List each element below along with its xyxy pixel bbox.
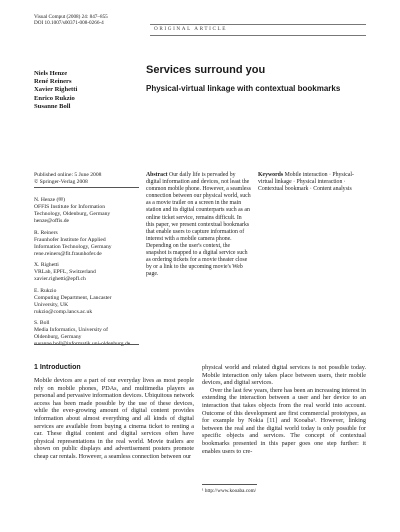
affiliation-line: VRLab, EPFL, Switzerland (34, 269, 96, 275)
affiliation (34, 262, 139, 283)
article-category: ORIGINAL ARTICLE (154, 25, 228, 32)
affiliation-line: Fraunhofer Institute for Applied (34, 236, 106, 243)
affiliation-line: S. Boll (34, 320, 50, 326)
author-name: Xavier Righetti (34, 86, 78, 94)
affiliation-line: Computing Department, Lancaster (34, 294, 112, 301)
paragraph: Over the last few years, there has been an increasing interest in extending the interaction between a user and her device to an interaction that takes objects from the real world into account. Outcome of this development are first commercial prototypes, as for example by Nokia [11] and Kooaba¹. However, linking between the real and the digital world today is only possible for specific objects and services. The concept of contextual bookmarks presented in this paper goes one step further: it enables users to cre- (202, 386, 366, 455)
paper-title: Services surround you (146, 64, 266, 76)
author-name: René Reiners (34, 78, 72, 86)
email-link[interactable]: henze@offis.de (34, 218, 70, 224)
abstract-text: Our daily life is pervaded by digital information and devices, not least the common mobile phone. However, a seamless connection between our physical world, such as a movie trailer on a screen in the main station and its digital counterparts such as an online ticket service, remains difficult. In this paper, we present contextual bookmarks that enable users to capture information of interest with a mobile camera phone. Depending on the user's context, the snapshot is mapped to a digital service such as ordering tickets for a movie theater close by or a link to the upcoming movie's Web page. (146, 172, 251, 278)
keywords-label: Keywords (258, 172, 284, 178)
paper-subtitle: Physical-virtual linkage with contextual bookmarks (146, 84, 341, 93)
published-date: Published online: 5 June 2008 (34, 172, 102, 178)
journal-doi: DOI 10.1007/s00371-008-0266-4 (34, 20, 104, 27)
affiliation-line: X. Righetti (34, 262, 59, 268)
affiliations (34, 197, 139, 353)
journal-info (34, 14, 154, 26)
affiliation-line: Media Informatics, University of (34, 327, 108, 333)
email-link[interactable]: rene.reiners@fit.fraunhofer.de (34, 250, 102, 257)
section-heading: 1 Introduction (34, 364, 81, 371)
paragraph: physical world and related digital services is not possible today. Mobile interaction only takes place between users, their mobile devices, and digital services. (202, 364, 366, 387)
intro-column-2 (202, 364, 366, 455)
author-list (34, 70, 144, 111)
affiliation (34, 288, 139, 316)
journal-citation: Visual Comput (2008) 24: 847–855 (34, 14, 108, 20)
keywords (258, 172, 366, 193)
abstract-label: Abstract (146, 172, 168, 178)
keywords-text: Mobile interaction · Physical-virtual linkage · Physical interaction · Contextual bookmark · Content analysis (258, 172, 354, 193)
divider (34, 344, 139, 345)
affiliation-line: Oldenburg, Germany (34, 334, 82, 340)
publication-info (34, 172, 139, 186)
affiliation-line: OFFIS Institute for Information (34, 204, 106, 210)
author-name: Niels Henze (34, 70, 68, 77)
footnote-link[interactable]: ¹ http://www.kooaba.com/ (202, 488, 257, 494)
copyright: © Springer-Verlag 2008 (34, 179, 88, 185)
affiliation-line: Information Technology, Germany (34, 243, 112, 250)
affiliation-line: E. Rukzio (34, 287, 57, 294)
author-name: Enrico Rukzio (34, 94, 75, 102)
email-link[interactable]: susanne.boll@informatik.uni-oldenburg.de (34, 341, 131, 347)
footnote-divider (202, 484, 257, 485)
intro-column-1: Mobile devices are a part of our everyday lives as most people rely on mobile phones, PDAs, and multimedia players as personal and pervasive information devices. Ubiquitous network access has been made possible by the use of these devices, while the ever-growing amount of digital content provides information about almost everything and all kinds of digital services are available from buying a cinema ticket to renting a car. These digital content and digital services often have physical representations in the real world. Movie trailers are shown on public displays and advertisement posters promote cheap car rentals. However, a seamless connection between our (34, 377, 194, 460)
author-name: Susanne Boll (34, 102, 71, 110)
affiliation-line: University, UK (34, 301, 69, 308)
email-link[interactable]: xavier.righetti@epfl.ch (34, 276, 86, 282)
divider (34, 187, 139, 188)
affiliation-line: N. Henze (✉) (34, 197, 65, 203)
affiliation-line: Technology, Oldenburg, Germany (34, 211, 111, 217)
affiliation-line: R. Reiners (34, 229, 58, 236)
affiliation (34, 197, 139, 225)
abstract (146, 172, 251, 278)
affiliation (34, 230, 139, 258)
email-link[interactable]: rukzio@comp.lancs.ac.uk (34, 308, 93, 315)
